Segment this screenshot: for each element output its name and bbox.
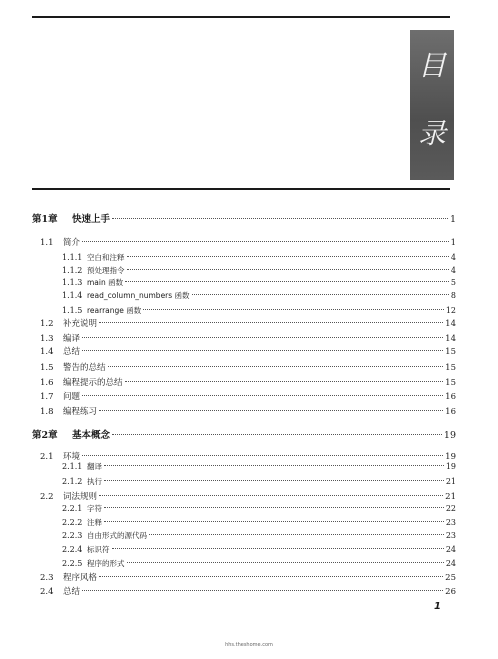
- toc-leader-dots: [99, 322, 443, 323]
- toc-entry-number: 2.2.2: [62, 518, 83, 527]
- toc-section-row[interactable]: [40, 361, 456, 373]
- toc-title-char-1: 目: [417, 49, 446, 82]
- toc-entry-title: 简介: [63, 238, 81, 248]
- toc-entry-title: 编程练习: [63, 407, 98, 417]
- toc-entry-title: 标识符: [87, 545, 110, 554]
- toc-entry-title: 总结: [63, 587, 81, 597]
- toc-entry-number: 2.2.1: [62, 504, 83, 513]
- toc-subsection-row[interactable]: [62, 544, 456, 555]
- toc-leader-dots: [82, 337, 443, 338]
- footer-url: hhs.theshome.com: [225, 642, 273, 648]
- toc-entry-number: 2.3: [40, 573, 54, 583]
- toc-entry-number: 1.3: [40, 334, 54, 344]
- toc-entry-page: 19: [443, 430, 456, 441]
- toc-entry-page: 15: [445, 363, 456, 373]
- toc-subsection-row[interactable]: [62, 517, 456, 528]
- toc-entry-title: 编程提示的总结: [63, 378, 123, 388]
- toc-entry-number: 1.7: [40, 392, 54, 402]
- toc-entry-title: 注释: [87, 518, 102, 527]
- toc-leader-dots: [99, 576, 443, 577]
- toc-entry-title: 总结: [63, 347, 81, 357]
- toc-title-box: [410, 30, 454, 180]
- toc-leader-dots: [125, 281, 449, 282]
- toc-section-row[interactable]: [40, 236, 456, 248]
- toc-leader-dots: [104, 465, 444, 466]
- toc-entry-page: 25: [445, 573, 456, 583]
- toc-subsection-row[interactable]: [62, 252, 456, 263]
- toc-subsection-row[interactable]: [62, 530, 456, 541]
- toc-entry-page: 24: [445, 545, 456, 554]
- toc-entry-number: 2.2.5: [62, 559, 83, 568]
- toc-leader-dots: [82, 350, 443, 351]
- toc-entry-page: 16: [445, 392, 456, 402]
- toc-leader-dots: [104, 480, 444, 481]
- toc-entry-title: read_column_numbers 函数: [87, 291, 190, 300]
- toc-leader-dots: [108, 366, 444, 367]
- toc-entry-title: 词法规则: [63, 492, 98, 502]
- toc-leader-dots: [82, 395, 443, 396]
- toc-entry-title: rearrange 函数: [87, 306, 142, 315]
- toc-subsection-row[interactable]: [62, 476, 456, 487]
- toc-entry-title: 翻译: [87, 462, 102, 471]
- toc-leader-dots: [127, 562, 444, 563]
- toc-entry-page: 21: [445, 492, 456, 502]
- toc-entry-title: 程序的形式: [87, 559, 125, 568]
- toc-leader-dots: [112, 548, 444, 549]
- toc-leader-dots: [104, 507, 444, 508]
- toc-entry-page: 16: [445, 407, 456, 417]
- header-divider: [32, 188, 450, 190]
- toc-entry-title: 基本概念: [72, 430, 111, 441]
- toc-subsection-row[interactable]: [62, 558, 456, 569]
- toc-entry-page: 23: [445, 518, 456, 527]
- toc-entry-number: 1.1.4: [62, 291, 83, 300]
- toc-entry-page: 14: [445, 319, 456, 329]
- toc-leader-dots: [143, 309, 444, 310]
- toc-entry-number: 2.1.1: [62, 462, 83, 471]
- toc-section-row[interactable]: [40, 405, 456, 417]
- toc-title-char-2: 录: [417, 117, 446, 150]
- toc-section-row[interactable]: [40, 376, 456, 388]
- toc-entry-page: 5: [450, 278, 456, 287]
- toc-entry-number: 1.1.1: [62, 253, 83, 262]
- toc-subsection-row[interactable]: [62, 277, 456, 288]
- toc-subsection-row[interactable]: [62, 503, 456, 514]
- toc-entry-page: 19: [445, 452, 456, 462]
- toc-chapter-row[interactable]: [32, 427, 456, 441]
- toc-entry-number: 1.2: [40, 319, 54, 329]
- toc-entry-page: 1: [450, 238, 456, 248]
- toc-entry-number: 1.1.2: [62, 266, 83, 275]
- toc-subsection-row[interactable]: [62, 290, 456, 301]
- page-number: 1: [434, 601, 441, 612]
- toc-section-row[interactable]: [40, 317, 456, 329]
- toc-entry-page: 14: [445, 334, 456, 344]
- toc-subsection-row[interactable]: [62, 305, 456, 316]
- toc-entry-title: 程序风格: [63, 573, 98, 583]
- toc-entry-page: 4: [450, 266, 456, 275]
- toc-entry-number: 第2章: [32, 430, 58, 441]
- toc-entry-page: 21: [445, 477, 456, 486]
- toc-section-row[interactable]: [40, 345, 456, 357]
- toc-entry-page: 12: [445, 306, 456, 315]
- toc-leader-dots: [82, 455, 443, 456]
- toc-entry-title: 编译: [63, 334, 81, 344]
- toc-entry-page: 22: [445, 504, 456, 513]
- toc-entry-title: 快速上手: [72, 214, 111, 225]
- toc-entry-title: 执行: [87, 477, 102, 486]
- toc-section-row[interactable]: [40, 585, 456, 597]
- toc-entry-number: 1.8: [40, 407, 54, 417]
- toc-entry-page: 8: [450, 291, 456, 300]
- toc-leader-dots: [125, 381, 444, 382]
- toc-entry-page: 19: [445, 462, 456, 471]
- toc-entry-page: 1: [449, 214, 456, 225]
- toc-entry-number: 第1章: [32, 214, 58, 225]
- toc-entry-page: 24: [445, 559, 456, 568]
- toc-chapter-row[interactable]: [32, 211, 456, 225]
- toc-section-row[interactable]: [40, 490, 456, 502]
- top-rule: [32, 16, 450, 18]
- toc-entry-number: 2.2: [40, 492, 54, 502]
- toc-subsection-row[interactable]: [62, 265, 456, 276]
- toc-entry-title: 问题: [63, 392, 81, 402]
- toc-leader-dots: [149, 534, 444, 535]
- toc-entry-page: 15: [445, 378, 456, 388]
- toc-entry-number: 1.6: [40, 378, 54, 388]
- toc-entry-number: 2.2.3: [62, 531, 83, 540]
- toc-entry-title: 字符: [87, 504, 102, 513]
- toc-leader-dots: [99, 495, 443, 496]
- toc-entry-number: 2.1.2: [62, 477, 83, 486]
- toc-entry-title: 环境: [63, 452, 81, 462]
- toc-entry-title: 自由形式的源代码: [87, 531, 147, 540]
- toc-entry-number: 2.4: [40, 587, 54, 597]
- toc-leader-dots: [127, 256, 449, 257]
- toc-leader-dots: [82, 590, 443, 591]
- toc-leader-dots: [192, 294, 449, 295]
- toc-entry-page: 4: [450, 253, 456, 262]
- toc-subsection-row[interactable]: [62, 461, 456, 472]
- toc-section-row[interactable]: [40, 571, 456, 583]
- toc-entry-title: main 函数: [87, 278, 124, 287]
- toc-entry-number: 2.2.4: [62, 545, 83, 554]
- toc-leader-dots: [112, 434, 442, 435]
- toc-entry-page: 23: [445, 531, 456, 540]
- toc-leader-dots: [112, 218, 448, 219]
- toc-section-row[interactable]: [40, 332, 456, 344]
- toc-leader-dots: [104, 521, 444, 522]
- toc-entry-number: 1.1: [40, 238, 54, 248]
- toc-entry-page: 15: [445, 347, 456, 357]
- toc-entry-number: 1.1.5: [62, 306, 83, 315]
- toc-section-row[interactable]: [40, 390, 456, 402]
- toc-entry-title: 预处理指令: [87, 266, 125, 275]
- toc-leader-dots: [82, 241, 449, 242]
- toc-entry-number: 1.1.3: [62, 278, 83, 287]
- toc-leader-dots: [99, 410, 443, 411]
- toc-entry-title: 警告的总结: [63, 363, 106, 373]
- toc-entry-page: 26: [445, 587, 456, 597]
- toc-entry-number: 1.5: [40, 363, 54, 373]
- toc-entry-title: 补充说明: [63, 319, 98, 329]
- toc-leader-dots: [127, 269, 449, 270]
- toc-entry-number: 2.1: [40, 452, 54, 462]
- toc-entry-number: 1.4: [40, 347, 54, 357]
- toc-entry-title: 空白和注释: [87, 253, 125, 262]
